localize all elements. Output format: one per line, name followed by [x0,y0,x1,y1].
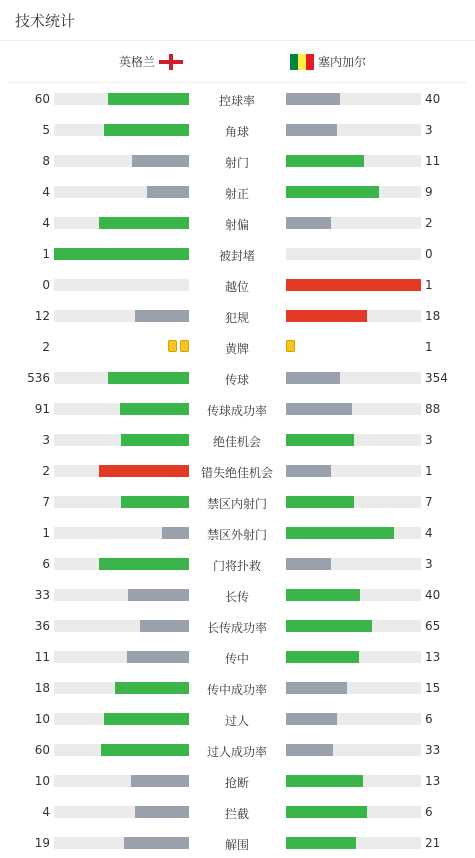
away-bar-track [286,434,421,446]
home-bar-track [54,465,189,477]
home-value: 10 [34,712,50,726]
away-bar [286,403,352,415]
home-value: 5 [42,123,50,137]
home-bar [104,124,189,136]
away-value: 1 [425,278,433,292]
home-bar-track [54,682,189,694]
home-value: 8 [42,154,50,168]
home-bar-track [54,279,189,291]
home-value: 4 [42,185,50,199]
home-value: 19 [34,836,50,850]
away-bar [286,682,347,694]
home-bar [128,589,189,601]
away-value: 7 [425,495,433,509]
away-bar-track [286,775,421,787]
home-bar-track [54,775,189,787]
away-bar-track [286,248,421,260]
home-bar [127,651,189,663]
away-bar-track [286,465,421,477]
stat-row [0,517,475,548]
stat-label: 过人 [224,714,249,728]
away-bar-track [286,186,421,198]
away-value: 1 [425,340,433,354]
away-team-name: 塞内加尔 [318,55,367,69]
stat-row [0,579,475,610]
away-bar [286,434,354,446]
away-value: 0 [425,247,433,261]
home-bar-track [54,837,189,849]
home-bar [115,682,189,694]
away-value: 3 [425,123,433,137]
home-bar-track [54,527,189,539]
home-bar-track [54,651,189,663]
away-bar [286,124,337,136]
stats-list [0,83,475,858]
stat-row [0,393,475,424]
stat-label: 禁区内射门 [206,497,267,511]
teams-header [8,41,467,83]
stat-label: 绝佳机会 [212,435,261,449]
away-bar-track [286,713,421,725]
away-bar-track [286,93,421,105]
stat-label: 射正 [224,187,249,201]
home-value: 18 [34,681,50,695]
home-bar-track [54,620,189,632]
header [0,0,475,41]
stat-label: 门将扑救 [212,559,261,573]
home-bar-track [54,372,189,384]
away-value: 40 [425,92,441,106]
stat-row [0,238,475,269]
away-bar [286,806,367,818]
stat-row [0,827,475,858]
away-bar [286,837,356,849]
away-bar-track [286,372,421,384]
away-bar [286,589,360,601]
stat-row [0,455,475,486]
stat-row [0,672,475,703]
stat-row [0,734,475,765]
away-bar [286,186,379,198]
yellow-card-icon [286,340,295,352]
away-bar [286,372,340,384]
stat-row [0,486,475,517]
home-bar-track [54,496,189,508]
home-bar [135,806,189,818]
yellow-card-icon [168,340,177,352]
away-bar [286,217,331,229]
away-bar [286,155,364,167]
away-bar-track [286,124,421,136]
home-value: 36 [34,619,50,633]
away-bar-track [286,558,421,570]
stat-label: 长传成功率 [206,621,267,635]
away-bar-track [286,744,421,756]
home-value: 10 [34,774,50,788]
home-bar-track [54,558,189,570]
home-bar [147,186,189,198]
home-bar [132,155,189,167]
home-bar [121,496,189,508]
stat-label: 犯规 [224,311,249,325]
away-value: 4 [425,526,433,540]
england-flag-icon [159,54,183,70]
away-value: 11 [425,154,441,168]
away-value: 33 [425,743,441,757]
stat-row [0,765,475,796]
stat-label: 传球 [224,373,249,387]
home-value: 4 [42,216,50,230]
home-bar [124,837,189,849]
home-bar-track [54,434,189,446]
home-bar [101,744,189,756]
stat-row [0,610,475,641]
away-value: 1 [425,464,433,478]
home-value: 0 [42,278,50,292]
home-bar [140,620,189,632]
page-title: 技术统计 [15,12,76,30]
away-value: 40 [425,588,441,602]
away-bar-track [286,279,421,291]
home-value: 2 [42,464,50,478]
away-bar [286,527,394,539]
stat-row [0,207,475,238]
home-value: 11 [34,650,50,664]
stat-row [0,641,475,672]
away-bar-track [286,496,421,508]
away-bar [286,558,331,570]
stat-label: 传中 [224,652,249,666]
away-value: 18 [425,309,441,323]
stat-label: 传球成功率 [206,404,267,418]
home-value: 6 [42,557,50,571]
stat-label: 射门 [224,156,249,170]
home-bar-track [54,806,189,818]
away-value: 2 [425,216,433,230]
home-bar [108,372,189,384]
stat-label: 控球率 [218,94,255,108]
stat-row [0,269,475,300]
home-bar-track [54,403,189,415]
home-bar-track [54,186,189,198]
away-value: 21 [425,836,441,850]
home-bar-track [54,248,189,260]
away-value: 65 [425,619,441,633]
home-value: 12 [34,309,50,323]
away-value: 3 [425,433,433,447]
stat-label: 传中成功率 [206,683,267,697]
home-team [119,53,183,70]
home-bar [120,403,189,415]
away-team [290,53,366,70]
away-value: 3 [425,557,433,571]
stat-label: 射偏 [224,218,249,232]
home-bar-track [54,589,189,601]
away-bar-track [286,837,421,849]
away-value: 354 [425,371,448,385]
home-team-name: 英格兰 [118,55,155,69]
home-bar-track [54,93,189,105]
away-value: 15 [425,681,441,695]
away-bar [286,651,359,663]
away-bar [286,93,340,105]
home-bar [135,310,189,322]
home-value: 3 [42,433,50,447]
away-bar [286,775,363,787]
home-bar [108,93,189,105]
stat-label: 黄牌 [224,342,249,356]
home-bar [162,527,189,539]
stat-label: 解围 [224,838,249,852]
stat-row [0,548,475,579]
home-bar-track [54,713,189,725]
away-bar-track [286,155,421,167]
home-value: 1 [42,247,50,261]
stat-row [0,703,475,734]
stat-row [0,114,475,145]
home-bar [54,248,189,260]
home-bar-track [54,217,189,229]
stat-row [0,796,475,827]
home-bar [99,465,189,477]
away-bar [286,620,372,632]
home-value: 91 [34,402,50,416]
away-yellow-cards [286,340,295,352]
stat-label: 被封堵 [218,249,255,263]
away-bar-track [286,682,421,694]
home-bar [99,217,189,229]
home-value: 4 [42,805,50,819]
stat-label: 错失绝佳机会 [200,466,273,480]
home-bar [121,434,189,446]
away-bar-track [286,620,421,632]
home-bar-track [54,124,189,136]
stat-row [0,331,475,362]
stat-label: 禁区外射门 [206,528,267,542]
home-value: 536 [27,371,50,385]
away-bar [286,465,331,477]
home-bar-track [54,155,189,167]
home-value: 60 [34,92,50,106]
home-bar [99,558,189,570]
away-value: 9 [425,185,433,199]
away-bar-track [286,310,421,322]
away-bar-track [286,217,421,229]
home-bar-track [54,310,189,322]
home-value: 60 [34,743,50,757]
home-value: 7 [42,495,50,509]
away-bar [286,279,421,291]
stat-row [0,145,475,176]
away-bar [286,713,337,725]
home-bar [131,775,189,787]
home-bar-track [54,744,189,756]
away-value: 6 [425,805,433,819]
away-bar-track [286,403,421,415]
stat-label: 越位 [224,280,249,294]
stat-label: 长传 [224,590,249,604]
stat-row [0,424,475,455]
home-value: 2 [42,340,50,354]
away-bar-track [286,589,421,601]
stat-row [0,362,475,393]
away-bar [286,744,333,756]
home-value: 33 [34,588,50,602]
home-yellow-cards [168,340,189,352]
away-bar [286,496,354,508]
away-bar-track [286,527,421,539]
away-value: 13 [425,774,441,788]
home-value: 1 [42,526,50,540]
away-value: 13 [425,650,441,664]
away-bar [286,310,367,322]
senegal-flag-icon [290,54,314,70]
stat-row [0,300,475,331]
stat-label: 角球 [224,125,249,139]
stat-label: 过人成功率 [206,745,267,759]
stat-label: 拦截 [224,807,249,821]
away-bar-track [286,806,421,818]
home-bar [104,713,189,725]
stat-row [0,176,475,207]
yellow-card-icon [180,340,189,352]
away-value: 6 [425,712,433,726]
stat-row [0,83,475,114]
away-bar-track [286,651,421,663]
away-value: 88 [425,402,441,416]
stat-label: 抢断 [224,776,249,790]
